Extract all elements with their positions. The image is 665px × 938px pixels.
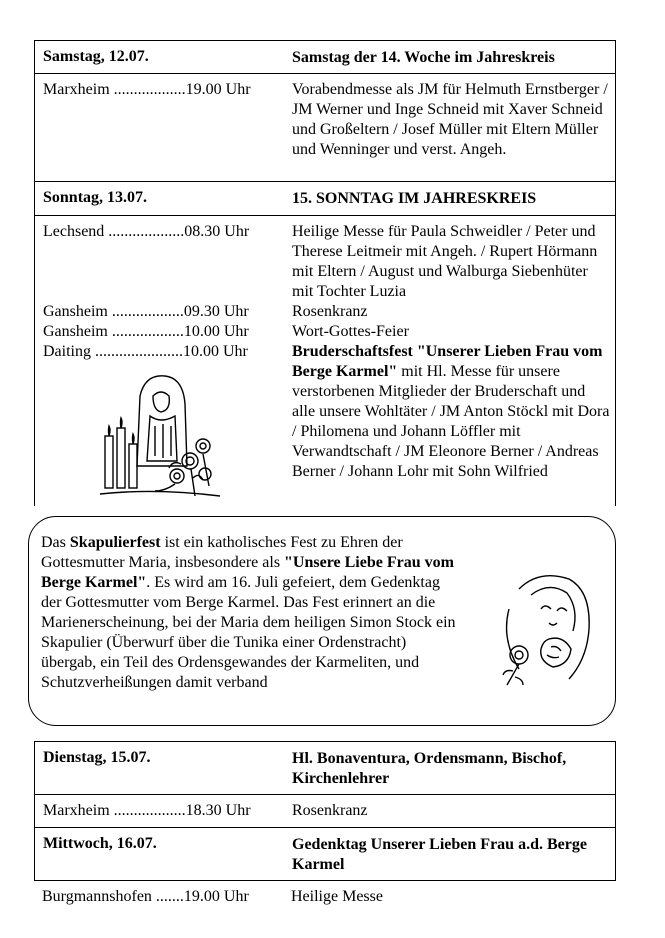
- entry-place-time: Marxheim ..................18.30 Uhr: [43, 802, 251, 819]
- entry-text: Wort-Gottes-Feier: [292, 323, 409, 340]
- entry-row: [35, 322, 615, 342]
- entry-place-time: Daiting ......................10.00 Uhr: [43, 343, 248, 360]
- entry-place-time: Burgmannshofen .......19.00 Uhr: [42, 888, 249, 905]
- entry-row: [35, 302, 615, 322]
- entry-place-time: Gansheim ..................10.00 Uhr: [43, 323, 249, 340]
- day-header-wednesday: [34, 827, 616, 881]
- day-date: Samstag, 12.07.: [43, 48, 149, 65]
- entry-text-rest: mit Hl. Messe für unsere verstorbenen Mitglieder der Bruderschaft und alle unsere Wohltäter / JM Anton Stöckl mit Dora / Philomena und Johann Löffler mit Verwandtschaft / JM Eleonore Berner / Andreas Berner / Johann Lohr mit Sohn Wilfried: [292, 363, 610, 480]
- day-title: Gedenktag Unserer Lieben Frau a.d. Berge Karmel: [292, 836, 587, 873]
- day-header-saturday: [34, 40, 616, 74]
- day-title: 15. SONNTAG IM JAHRESKREIS: [292, 190, 537, 207]
- entry-place-time: Lechsend ...................08.30 Uhr: [43, 223, 250, 240]
- info-text-part: ist ein katholisches Fest zu Ehren der Gottesmutter Maria, insbesondere als: [41, 534, 403, 571]
- info-text-bold: Skapulierfest: [69, 534, 161, 551]
- day-entries-wednesday: [34, 881, 616, 919]
- day-title: Samstag der 14. Woche im Jahreskreis: [292, 49, 555, 66]
- madonna-candles-roses-illustration: [95, 366, 225, 506]
- info-text: [41, 533, 461, 693]
- entry-row: [35, 222, 615, 302]
- entry-place-time: Marxheim ..................19.00 Uhr: [43, 81, 251, 98]
- day-header-sunday: [34, 182, 616, 216]
- day-header-tuesday: [34, 741, 616, 795]
- entry-row: [35, 801, 615, 821]
- entry-row: [34, 887, 616, 907]
- day-date: Mittwoch, 16.07.: [43, 835, 157, 852]
- day-entries-saturday: [34, 74, 616, 182]
- entry-text: Rosenkranz: [292, 303, 368, 320]
- entry-text: Vorabendmesse als JM für Helmuth Ernstberger / JM Werner und Inge Schneid mit Xaver Schneid und Großeltern / Josef Müller mit Eltern Müller und Wenninger und verst. Angeh.: [292, 81, 608, 158]
- info-text-part: . Es wird am 16. Juli gefeiert, dem Gedenktag der Gottesmutter vom Berge Karmel. Das Fest erinnert an die Marienerscheinung, bei der Maria dem heiligen Simon Stock ein Skapulier (Überwurf über die Tunika einer Ordenstracht) übergab, ein Teil des Ordensgewandes der Karmeliten, und Schutzverheißungen damit verband: [41, 574, 456, 691]
- entry-text-bold: Bruderschaftsfest "Unserer Lieben Frau vom Berge Karmel": [292, 343, 603, 380]
- entry-place-time: Gansheim ..................09.30 Uhr: [43, 303, 249, 320]
- info-text-part: Das: [41, 534, 70, 551]
- entry-text: Heilige Messe: [291, 888, 383, 905]
- day-title: Hl. Bonaventura, Ordensmann, Bischof, Kirchenlehrer: [292, 750, 567, 787]
- day-date: Sonntag, 13.07.: [43, 189, 148, 206]
- skapulierfest-info-box: [28, 516, 616, 726]
- day-date: Dienstag, 15.07.: [43, 749, 151, 766]
- entry-text: Heilige Messe für Paula Schweidler / Peter und Therese Leitmeir mit Angeh. / Rupert Hörmann mit Eltern / August und Walburga Siebenhüter mit Tochter Luzia: [292, 223, 598, 300]
- day-entries-tuesday: [34, 795, 616, 827]
- info-text-bold: "Unsere Liebe Frau vom Berge Karmel": [41, 554, 454, 591]
- entry-row: [35, 80, 615, 160]
- entry-text: [292, 342, 610, 482]
- entry-text: Rosenkranz: [292, 802, 368, 819]
- madonna-rose-illustration: [479, 569, 597, 689]
